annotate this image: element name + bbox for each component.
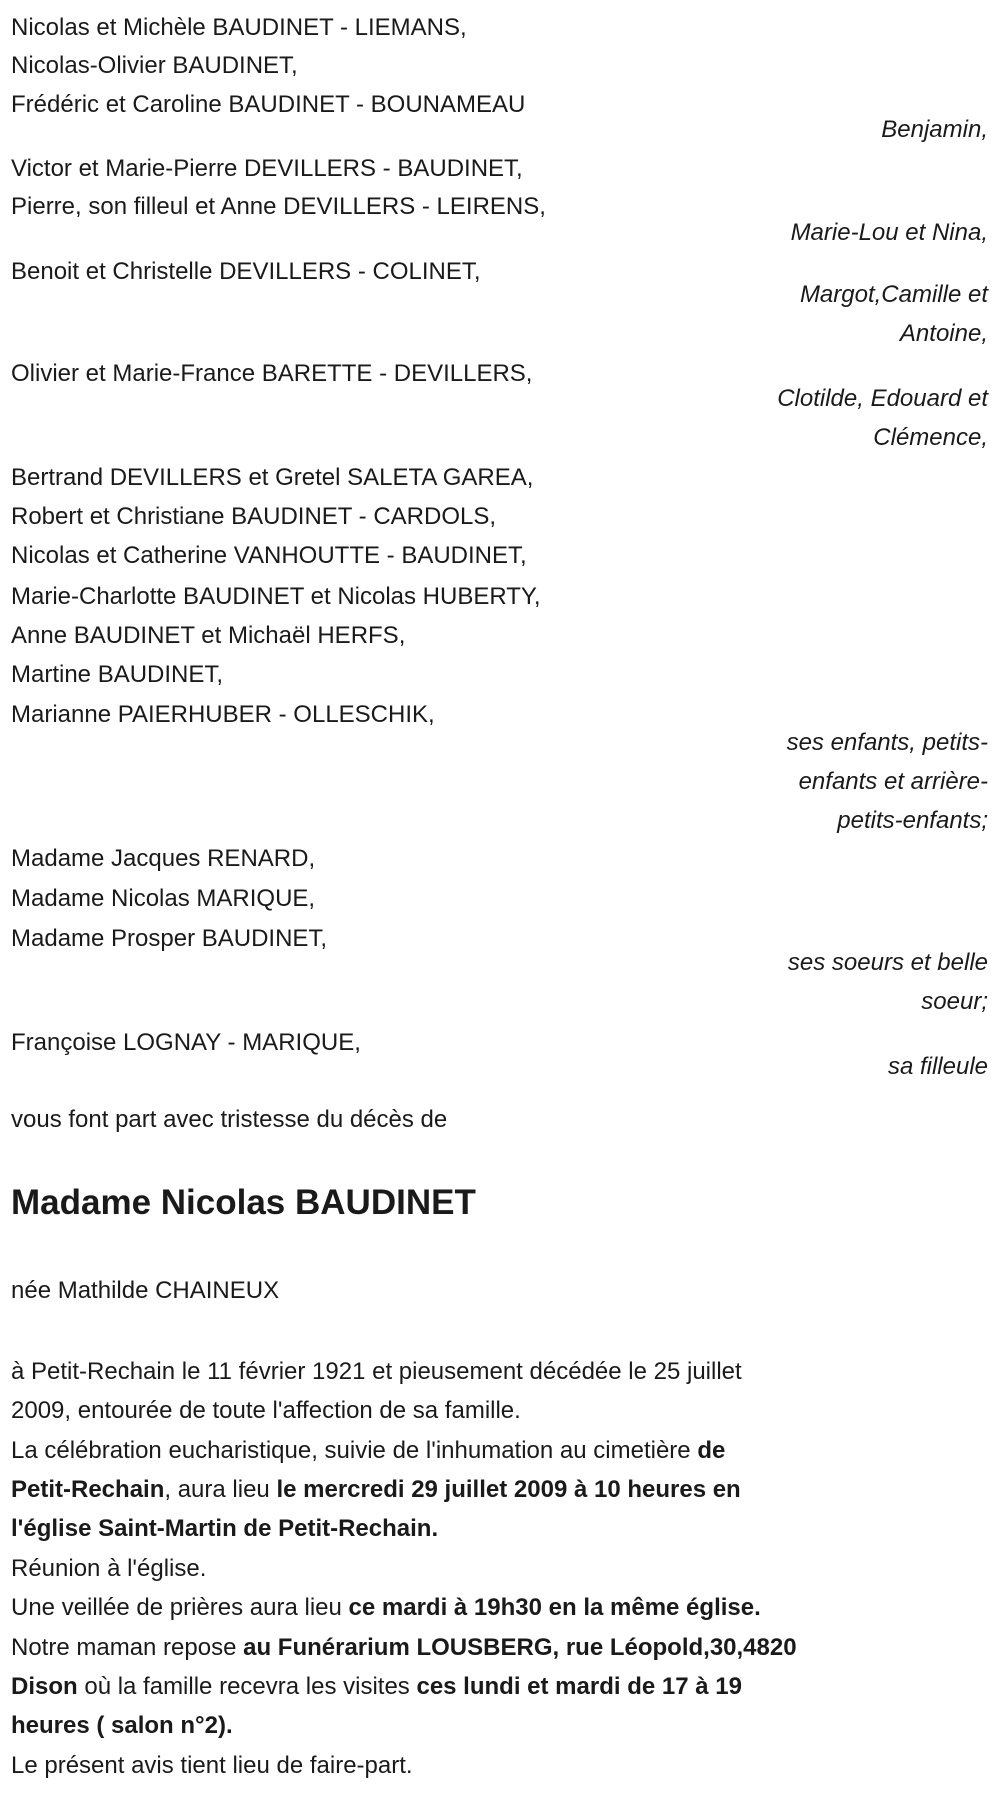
family-line: Nicolas et Michèle BAUDINET - LIEMANS, [11,14,467,41]
text: à Petit-Rechain le 11 février 1921 et pieusement décédée le 25 juillet [11,1358,742,1385]
bold-text: ces lundi et mardi de 17 à 19 [416,1673,742,1700]
text: Une veillée de prières aura lieu [11,1594,349,1621]
bold-text: au Funérarium LOUSBERG, rue Léopold,30,4820 [243,1634,797,1661]
text: 2009, entourée de toute l'affection de sa famille. [11,1397,521,1424]
relation-label: petits-enfants; [837,807,988,834]
bold-text: de [697,1437,726,1464]
relation-label: Clémence, [873,424,988,451]
paragraph-line [11,1628,797,1667]
family-line: Benoit et Christelle DEVILLERS - COLINET, [11,258,481,285]
bold-text: le mercredi 29 juillet 2009 à 10 heures en [276,1476,741,1503]
paragraph-line [11,1391,521,1430]
text: Réunion à l'église. [11,1555,207,1582]
paragraph-line [11,1352,742,1391]
bold-text: ce mardi à 19h30 en la même église. [348,1594,761,1621]
bold-text: l'église Saint-Martin de Petit-Rechain. [11,1515,439,1542]
relation-label: sa filleule [887,1053,988,1080]
paragraph-line [11,1549,206,1588]
family-line: Victor et Marie-Pierre DEVILLERS - BAUDINET, [11,155,523,182]
family-line: Françoise LOGNAY - MARIQUE, [11,1029,361,1056]
paragraph-line [11,1746,413,1785]
text: La célébration eucharistique, suivie de l'inhumation au cimetière [11,1437,698,1464]
family-line: Frédéric et Caroline BAUDINET - BOUNAMEAU [11,91,526,118]
bold-text: Petit-Rechain [11,1476,165,1503]
text: , aura lieu [164,1476,277,1503]
family-line: Madame Jacques RENARD, [11,845,316,872]
family-line: Pierre, son filleul et Anne DEVILLERS - LEIRENS, [11,193,546,220]
family-line: Nicolas-Olivier BAUDINET, [11,52,298,79]
family-line: Madame Nicolas MARIQUE, [11,885,316,912]
bold-text: Dison [11,1673,78,1700]
relation-label: Margot,Camille et [799,281,988,308]
relation-label: Benjamin, [881,116,988,143]
paragraph-line [11,1470,741,1509]
family-line: Nicolas et Catherine VANHOUTTE - BAUDINET, [11,542,527,569]
relation-label: ses enfants, petits- [786,729,988,756]
bold-text: heures ( salon n°2). [11,1712,233,1739]
paragraph-line [11,1431,725,1470]
family-line: Martine BAUDINET, [11,661,224,688]
deceased-name: Madame Nicolas BAUDINET [11,1183,476,1222]
family-line: Marie-Charlotte BAUDINET et Nicolas HUBERTY, [11,583,541,610]
text: où la famille recevra les visites [77,1673,417,1700]
relation-label: Antoine, [899,320,988,347]
relation-label: Marie-Lou et Nina, [790,219,988,246]
paragraph-line [11,1509,438,1548]
family-line: Bertrand DEVILLERS et Gretel SALETA GAREA, [11,464,534,491]
family-line: Madame Prosper BAUDINET, [11,925,328,952]
relation-label: enfants et arrière- [798,768,988,795]
family-line: Marianne PAIERHUBER - OLLESCHIK, [11,701,435,728]
family-line: Olivier et Marie-France BARETTE - DEVILLERS, [11,360,533,387]
text: Notre maman repose [11,1634,244,1661]
intro-text: vous font part avec tristesse du décès de [11,1106,448,1133]
paragraph-line [11,1706,233,1745]
text: Le présent avis tient lieu de faire-part. [11,1752,413,1779]
relation-label: soeur; [921,988,988,1015]
relation-label: ses soeurs et belle [787,949,988,976]
family-line: Anne BAUDINET et Michaël HERFS, [11,622,406,649]
relation-label: Clotilde, Edouard et [777,385,988,412]
birth-name: née Mathilde CHAINEUX [11,1277,280,1304]
paragraph-line [11,1667,742,1706]
paragraph-line [11,1588,761,1627]
family-line: Robert et Christiane BAUDINET - CARDOLS, [11,503,497,530]
